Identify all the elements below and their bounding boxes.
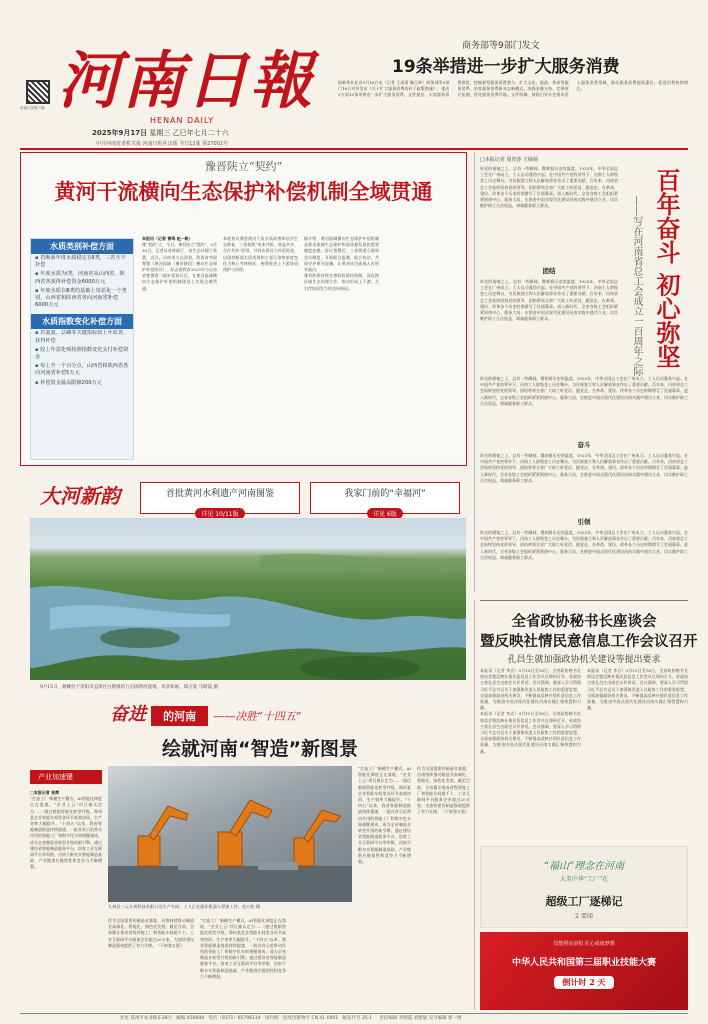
weekday: 星期三 [149, 129, 171, 137]
right-feature-sub-text: ——写在河南省总工会成立一百周年之际 [631, 196, 642, 376]
feature2-section-text: 产业加速键 [38, 773, 73, 781]
photo-feature-logo: 大河新韵 [40, 484, 120, 508]
issue-number: 第27002号 [202, 141, 229, 147]
factory-photo-caption: 九州县三元九州科技有限公司生产车间，工人正在操作机器人焊接工件。赵万松 摄 [108, 904, 261, 909]
lead-kicker: 豫晋陕立“契约” [204, 160, 283, 173]
sidebar-item: ▪ 年度水质在Ⅲ类的基础上每恶化一个类别，山西省和陕西省各向河南省补偿6000万元 [31, 287, 133, 311]
lunar-date: 乙巳年七月二十六 [172, 129, 229, 137]
sidebar-item: ▪ 每上升一个百分点，山西省和陕西省各向河南省补偿5万元 [31, 362, 133, 378]
feature2-headline: 绘就河南“智造”新图景 [162, 738, 358, 760]
ad-sponsor: 技能照亮前程 匠心成就梦想 [553, 941, 615, 947]
lead-sidebar [30, 238, 134, 460]
issue-date: 2025年9月17日 [92, 129, 148, 137]
factory-photo [108, 766, 352, 902]
link-card-2[interactable] [310, 482, 460, 518]
footer-distribution: 国内统一连续出版物号 CN 41-0001 [265, 1016, 339, 1021]
feature2-body: “打造工厂‘新模生产模式，AI智能化调度正在落地，“企业上云”项目被认定为……”通过数据智能化转型升级，郑州某企业智能车间里各环节高效协同，生产效率大幅提升。“十四五”以来，我省智能制造推进持续提速，一批具有示范带动作用的智能工厂和数字化车间相继建成，成为全省制造业转型升级的新引擎。通过建设省智能制造服务平台、培育工业互联网平台等举措，河南不断夯实智能制造基础，产业链供应链韧性和竞争力不断增强。 [30, 796, 102, 870]
link-card-1-title: 首批黄河水利遗产河南图鉴 [165, 489, 274, 499]
link-card-2-more: 详见 6版 [367, 508, 403, 519]
feature2-body-4: “打造工厂‘新模生产模式，AI智能化调度正在落地，“企业上云”项目被认定为……”通过数据智能化转型升级，郑州某企业智能车间里各环节高效协同，生产效率大幅提升。“十四五”以来，我省智能制造推进持续提速，一批具有示范带动作用的智能工厂和数字化车间相继建成，成为全省制造业转型升级的新引擎。通过建设省智能制造服务平台、培育工业互联网平台等举措，河南不断夯实智能制造基础，产业链供应链韧性和竞争力不断增强。 [358, 766, 411, 865]
footer [120, 1015, 462, 1021]
feature2-body-5: 作为全国重要的制造业基地，河南持续推动制造业高端化、智能化、绿色化发展。截至目前，全省累计建成省级智能工厂和智能车间超千个，工业互联网平台服务企业超过20万家，为加快建设制造强省提供了有力支撑。（下转第五版） [417, 766, 470, 815]
politics-body-3: 本报讯（记者 李点）9月15日至16日，全省政协秘书长座谈会暨反映社情民意信息工作会议在郑州召开。省政协主席孔昌生出席会议并讲话。会议强调，要深入学习贯彻习近平总书记关于加强和改进人民政协工作的重要思想，全面加强政协机关建设，不断提高反映社情民意信息工作质量，为推进中国式现代化建设河南实践汇聚智慧和力量。 [587, 668, 688, 711]
politics-headline-1: 全省政协秘书长座谈会 [511, 614, 657, 630]
footer-postcode: 邮编 450008 [176, 1016, 205, 1021]
link-card-1-more: 详见 10/11版 [195, 508, 244, 519]
ad-banner[interactable] [480, 932, 688, 1010]
sidebar-item: ▪ 较上年恶化则按照指数变化支付补偿资金 [31, 346, 133, 362]
qrcode [26, 80, 50, 104]
right-feature-section-2: 奋斗 [577, 441, 591, 449]
page-count: 今日12版 [179, 141, 201, 147]
qrcode-caption: 河南日报客户端 [20, 106, 45, 110]
footer-price: 邮发代号 35-1 [342, 1016, 373, 1021]
right-feature-body-2: 时光的褶皱之上，总有一些瞬间，镌刻着历史的温度。1925年，中华全国总工会在广州成立，工人运动蓬勃兴起。在中国共产党的领导下，河南工人阶级登上历史舞台，为民族独立和人民解放事业作出了重要贡献。百年来，河南省总工会始终坚持党的领导，团结带领全省广大职工听党话、跟党走，在革命、建设、改革各个历史时期谱写了壮丽篇章。进入新时代，全省各级工会组织紧紧围绕中心、服务大局，在推进中国式现代化建设河南实践中建功立业，切实维护职工合法权益，竭诚服务职工群众。 [480, 279, 618, 322]
right-feature-byline: □本报记者 周青莎 王绿扬 [480, 157, 538, 163]
link-card-2-title: 我家门前的“幸福河” [344, 489, 426, 499]
sidebar-item: ▪ 年度水质为Ⅰ类，河南省从山西省、陕西省各获得补偿资金6000万元 [31, 270, 133, 286]
right-feature-headline [650, 168, 680, 368]
feature2-banner [110, 700, 410, 724]
top-story-body: 据新华社北京9月16日电（记者 王雨萧 魏玉坤）商务部等9部门16日对外发布《关于扩大服务消费的若干政策措施》，提出5方面19条举措进一步扩大服务消费。文件提出，丰富服务消费供给，挖掘新型服务消费潜力，扩大文化、旅游、体育等服务消费，培育服务消费新业态新模式。加强金融支持，完善统计监测，优化服务消费环境。文件明确，鼓励引导社会资本进入服务消费领域，推动服务消费提质惠民，促进消费持续增长。 [338, 80, 688, 98]
lead-body-3: 据介绍，黄河流域横向生态保护补偿机制是推动流域生态保护和高质量发展的重要制度安排。协议签署后，三省将建立联席会议制度，开展联合监测、联合执法，共同守护黄河安澜，让黄河成为造福人民的幸福河。 [304, 236, 379, 273]
promo-text-1: “福山”理念在河南 [543, 861, 625, 872]
promo-text-2: 大美中华“工厂”在 [559, 876, 609, 883]
sidebar-item: ▪ 若断面年度水质稳定在Ⅱ类，三省互不补偿 [31, 254, 133, 270]
right-feature-headline-text: 百年奋斗 初心弥坚 [652, 168, 680, 369]
factory-photo-svg [108, 766, 352, 902]
lead-body-2: 本轮协议聚焦黄河干流水质改善和沿岸生态修复，三省按照“成本共担、效益共享、合作共治”原则，共同出资设立补偿资金，以国控断面水质类别和主要污染物浓度变化为核心考核指标，统筹推进上下游协同保护与治理。 [223, 236, 298, 273]
right-feature-section-1: 团结 [542, 267, 556, 275]
masthead-logo [58, 44, 328, 118]
politics-sub: 孔昌生就加强政协机关建设等提出要求 [507, 655, 661, 665]
masthead-title: 河南日報 [58, 44, 315, 117]
politics-body-2: 本报讯（记者 李点）9月15日至16日，全省政协秘书长座谈会暨反映社情民意信息工作会议在郑州召开。省政协主席孔昌生出席会议并讲话。会议强调，要深入学习贯彻习近平总书记关于加强和改进人民政协工作的重要思想，全面加强政协机关建设，不断提高反映社情民意信息工作质量，为推进中国式现代化建设河南实践汇聚智慧和力量。 [480, 711, 581, 754]
right-feature-body-4: 时光的褶皱之上，总有一些瞬间，镌刻着历史的温度。1925年，中华全国总工会在广州成立，工人运动蓬勃兴起。在中国共产党的领导下，河南工人阶级登上历史舞台，为民族独立和人民解放事业作出了重要贡献。百年来，河南省总工会始终坚持党的领导，团结带领全省广大职工听党话、跟党走，在革命、建设、改革各个历史时期谱写了壮丽篇章。进入新时代，全省各级工会组织紧紧围绕中心、服务大局，在推进中国式现代化建设河南实践中建功立业，切实维护职工合法权益，竭诚服务职工群众。 [480, 453, 688, 483]
lead-body-4: 豫晋陕将持续完善联防联控机制，深化跨区域生态治理合作，推动形成上下游、左右岸协同发力的良好格局。 [304, 273, 379, 291]
wetland-photo-svg [30, 518, 466, 680]
feature2-body-3: “打造工厂‘新模生产模式，AI智能化调度正在落地，“企业上云”项目被认定为……”通过数据智能化转型升级，郑州某企业智能车间里各环节高效协同，生产效率大幅提升。“十四五”以来，我省智能制造推进持续提速，一批具有示范带动作用的智能工厂和数字化车间相继建成，成为全省制造业转型升级的新引擎。通过建设省智能制造服务平台、培育工业互联网平台等举措，河南不断夯实智能制造基础，产业链供应链韧性和竞争力不断增强。 [200, 918, 286, 979]
footer-editors: 责任编辑 李晓霞 刘建敏 见习编辑 郭一博 [379, 1016, 462, 1021]
lead-body-1: 豫“契约”立，今日，豫晋陕立“契约”，9月16日，记者从省财政厅、省生态环境厅获悉，近日，河南省与山西省、陕西省共同签署《黄河流域（豫晋陕段）横向生态保护补偿协议》，标志着我省2023年与山东省签署第二轮补偿协议后，在黄河流域横向生态保护补偿机制建设上实现全域贯通。 [142, 242, 217, 291]
feature2-body-2: 作为全国重要的制造业基地，河南持续推动制造业高端化、智能化、绿色化发展。截至目前，全省累计建成省级智能工厂和智能车间超千个，工业互联网平台服务企业超过20万家，为加快建设制造强省提供了有力支撑。（下转第五版） [108, 918, 194, 948]
right-feature-sub [624, 196, 642, 376]
lead-byline: 本报讯（记者 曾鸣 赵一帆） [142, 236, 193, 241]
right-feature-body: 时光的褶皱之上，总有一些瞬间，镌刻着历史的温度。1925年，中华全国总工会在广州成立，工人运动蓬勃兴起。在中国共产党的领导下，河南工人阶级登上历史舞台，为民族独立和人民解放事业作出了重要贡献。百年来，河南省总工会始终坚持党的领导，团结带领全省广大职工听党话、跟党走，在革命、建设、改革各个历史时期谱写了壮丽篇章。进入新时代，全省各级工会组织紧紧围绕中心、服务大局，在推进中国式现代化建设河南实践中建功立业，切实维护职工合法权益，竭诚服务职工群众。 [480, 166, 618, 209]
lead-headline: 黄河干流横向生态保护补偿机制全域贯通 [54, 180, 433, 204]
feature2-tag-mid: 的河南 [151, 706, 208, 726]
right-feature-body-5: 时光的褶皱之上，总有一些瞬间，镌刻着历史的温度。1925年，中华全国总工会在广州成立，工人运动蓬勃兴起。在中国共产党的领导下，河南工人阶级登上历史舞台，为民族独立和人民解放事业作出了重要贡献。百年来，河南省总工会始终坚持党的领导，团结带领全省广大职工听党话、跟党走，在革命、建设、改革各个历史时期谱写了壮丽篇章。进入新时代，全省各级工会组织紧紧围绕中心、服务大局，在推进中国式现代化建设河南实践中建功立业，切实维护职工合法权益，竭诚服务职工群众。 [480, 530, 688, 560]
masthead-subtitle: HENAN DAILY [150, 116, 215, 125]
feature2-tag-right: ——决胜“十四五” [213, 710, 302, 723]
politics-headline-2: 暨反映社情民意信息工作会议召开 [480, 634, 698, 650]
footer-address: 社址 郑州市农业路东28号 [120, 1016, 173, 1021]
feature2-byline: □本报记者 张辉 [30, 790, 60, 795]
politics-body: 本报讯（记者 李点）9月15日至16日，全省政协秘书长座谈会暨反映社情民意信息工作会议在郑州召开。省政协主席孔昌生出席会议并讲话。会议强调，要深入学习贯彻习近平总书记关于加强和改进人民政协工作的重要思想，全面加强政协机关建设，不断提高反映社情民意信息工作质量，为推进中国式现代化建设河南实践汇聚智慧和力量。 [480, 668, 581, 711]
wetland-photo [30, 518, 466, 680]
feature2-tag-left: 奋进 [110, 704, 146, 725]
publisher: 中共河南省委机关报 [96, 141, 142, 147]
footer-phone: 电话（0371）65796114 [208, 1016, 261, 1021]
photo-caption: 9月15日，俯瞰位于洛阳市孟津区白鹤镇的万亩湖黄河湿地，风景如画。郑占波 马昭磊 摄 [40, 685, 218, 690]
sidebar-head-1: 水质类别补偿方面 [31, 239, 133, 254]
top-story-kicker: 商务部等9部门发文 [462, 41, 540, 51]
promo-headline: 超级工厂逐梯记 [545, 895, 623, 908]
promo-box[interactable] [480, 846, 688, 928]
promo-more: 2 要闻 [575, 913, 593, 920]
ad-line-1: 中华人民共和国第三届职业技能大赛 [511, 958, 656, 968]
top-story-headline: 19条举措进一步扩大服务消费 [392, 57, 620, 77]
feature2-section [30, 770, 102, 784]
sidebar-head-2: 水质指数变化补偿方面 [31, 314, 133, 329]
ad-line-2: 倒计时 2 天 [554, 976, 613, 989]
sidebar-item: ▪ 若氨氮、总磷等关键指标较上年改善，获得补偿 [31, 329, 133, 345]
sidebar-item: ▪ 补偿资金最高限额200万元 [31, 379, 133, 388]
link-card-1[interactable] [140, 482, 300, 518]
right-feature-body-3: 时光的褶皱之上，总有一些瞬间，镌刻着历史的温度。1925年，中华全国总工会在广州成立，工人运动蓬勃兴起。在中国共产党的领导下，河南工人阶级登上历史舞台，为民族独立和人民解放事业作出了重要贡献。百年来，河南省总工会始终坚持党的领导，团结带领全省广大职工听党话、跟党走，在革命、建设、改革各个历史时期谱写了壮丽篇章。进入新时代，全省各级工会组织紧紧围绕中心、服务大局，在推进中国式现代化建设河南实践中建功立业，切实维护职工合法权益，竭诚服务职工群众。 [480, 376, 688, 406]
press: 河南日报社出版 [142, 141, 178, 147]
right-feature-section-3: 引领 [577, 518, 591, 526]
